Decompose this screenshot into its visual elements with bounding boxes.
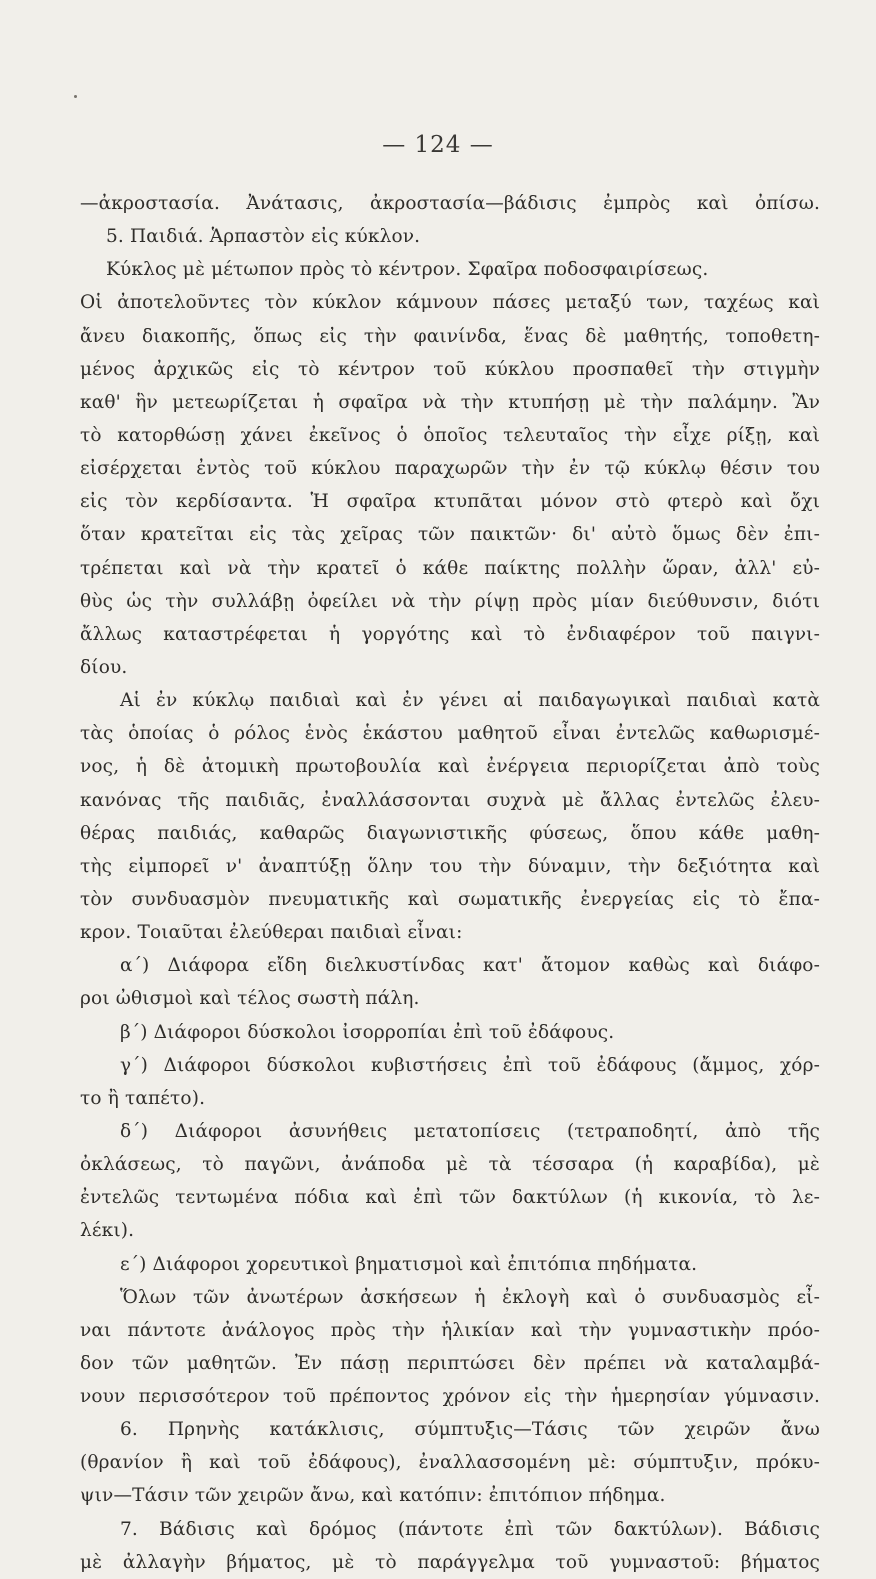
body-text [80,187,820,1579]
text-line: κανόνας τῆς παιδιᾶς, ἐναλλάσσονται συχνὰ μὲ ἄλλας ἐντελῶς ἐλευ- [80,789,820,811]
text-line: (θρανίον ἢ καὶ τοῦ ἐδάφους), ἐναλλασσομένη μὲ: σύμπτυξιν, πρόκυ- [80,1452,820,1474]
text-line: ροι ὠθισμοὶ καὶ τέλος σωστὴ πάλη. [80,988,420,1010]
text-line: εἰς τὸν κερδίσαντα. Ἡ σφαῖρα κτυπᾶται μόνον στὸ φτερὸ καὶ ὄχι [80,491,820,513]
text-line: θέρας παιδιάς, καθαρῶς διαγωνιστικῆς φύσεως, ὅπου κάθε μαθη- [80,822,820,844]
text-line: μένος ἀρχικῶς εἰς τὸ κέντρον τοῦ κύκλου προσπαθεῖ τὴν στιγμὴν [80,358,820,380]
paper-speck [74,95,77,98]
text-line: 5. Παιδιά. Ἁρπαστὸν εἰς κύκλον. [106,226,421,248]
text-line: νος, ἡ δὲ ἀτομικὴ πρωτοβουλία καὶ ἐνέργεια περιορίζεται ἀπὸ τοὺς [80,756,820,778]
text-line: ἐντελῶς τεντωμένα πόδια καὶ ἐπὶ τῶν δακτύλων (ἡ κικονία, τὸ λε- [80,1187,820,1209]
text-line: νουν περισσότερον τοῦ πρέποντος χρόνον εἰς τὴν ἡμερησίαν γύμνασιν. [80,1386,820,1408]
text-line: τὸ κατορθώσῃ χάνει ἐκεῖνος ὁ ὁποῖος τελευταῖος τὴν εἶχε ρίξῃ, καὶ [80,424,820,446]
text-line: μὲ ἀλλαγὴν βήματος, μὲ τὸ παράγγελμα τοῦ γυμναστοῦ: βήματος [80,1551,820,1573]
text-line: ὀκλάσεως, τὸ παγῶνι, ἀνάποδα μὲ τὰ τέσσαρα (ἡ καραβίδα), μὲ [80,1154,820,1176]
text-line: τρέπεται καὶ νὰ τὴν κρατεῖ ὁ κάθε παίκτης πολλὴν ὥραν, ἀλλ' εὐ- [80,557,820,579]
text-line: καθ' ἣν μετεωρίζεται ἡ σφαῖρα νὰ τὴν κτυπήσῃ μὲ τὴν παλάμην. Ἂν [80,391,820,413]
text-line: λέκι). [80,1220,135,1242]
text-line: δ΄) Διάφοροι ἀσυνήθεις μετατοπίσεις (τετραποδητί, ἀπὸ τῆς [120,1120,820,1142]
text-line: θὺς ὡς τὴν συλλάβῃ ὀφείλει νὰ τὴν ρίψῃ πρὸς μίαν διεύθυνσιν, διότι [80,590,820,612]
text-line: Αἱ ἐν κύκλῳ παιδιαὶ καὶ ἐν γένει αἱ παιδαγωγικαὶ παιδιαὶ κατὰ [120,690,820,712]
text-line: δίου. [80,656,128,678]
page-number: — 124 — [382,132,494,158]
text-line: ναι πάντοτε ἀνάλογος πρὸς τὴν ἡλικίαν καὶ τὴν γυμναστικὴν πρόο- [80,1319,820,1341]
text-line: β΄) Διάφοροι δύσκολοι ἰσορροπίαι ἐπὶ τοῦ ἐδάφους. [120,1021,615,1043]
text-line: ἄνευ διακοπῆς, ὅπως εἰς τὴν φαινίνδα, ἕνας δὲ μαθητής, τοποθετη- [80,325,820,347]
text-line: τὰς ὁποίας ὁ ρόλος ἑνὸς ἑκάστου μαθητοῦ εἶναι ἐντελῶς καθωρισμέ- [80,723,820,745]
text-line: ἄλλως καταστρέφεται ἡ γοργότης καὶ τὸ ἐνδιαφέρον τοῦ παιγνι- [80,623,820,645]
text-line: το ἢ ταπέτο). [80,1087,206,1109]
text-line: ψιν—Τάσιν τῶν χειρῶν ἄνω, καὶ κατόπιν: ἐπιτόπιον πήδημα. [80,1485,666,1507]
text-line: —ἀκροστασία. Ἀνάτασις, ἀκροστασία—βάδισις ἐμπρὸς καὶ ὀπίσω. [80,193,820,214]
text-line: γ΄) Διάφοροι δύσκολοι κυβιστήσεις ἐπὶ τοῦ ἐδάφους (ἄμμος, χόρ- [120,1054,820,1076]
text-line: εἰσέρχεται ἐντὸς τοῦ κύκλου παραχωρῶν τὴν ἐν τῷ κύκλῳ θέσιν του [80,458,820,480]
text-line: Ὅλων τῶν ἀνωτέρων ἀσκήσεων ἡ ἐκλογὴ καὶ ὁ συνδυασμὸς εἶ- [120,1286,820,1308]
text-line: τὴς εἰμπορεῖ ν' ἀναπτύξῃ ὅλην του τὴν δύναμιν, τὴν δεξιότητα καὶ [80,855,820,877]
text-line: ὅταν κρατεῖται εἰς τὰς χεῖρας τῶν παικτῶν· δι' αὐτὸ ὅμως δὲν ἐπι- [80,524,820,546]
text-line: 7. Βάδισις καὶ δρόμος (πάντοτε ἐπὶ τῶν δακτύλων). Βάδισις [120,1518,820,1540]
text-line: τὸν συνδυασμὸν πνευματικῆς καὶ σωματικῆς ἐνεργείας εἰς τὸ ἔπα- [80,888,820,910]
text-line: κρον. Τοιαῦται ἐλεύθεραι παιδιαὶ εἶναι: [80,922,463,944]
text-line: δον τῶν μαθητῶν. Ἐν πάσῃ περιπτώσει δὲν πρέπει νὰ καταλαμβά- [80,1352,820,1374]
text-line: ε΄) Διάφοροι χορευτικοὶ βηματισμοὶ καὶ ἐπιτόπια πηδήματα. [120,1253,698,1275]
text-line: Κύκλος μὲ μέτωπον πρὸς τὸ κέντρον. Σφαῖρα ποδοσφαιρίσεως. [106,259,709,281]
text-line: 6. Πρηνὴς κατάκλισις, σύμπτυξις—Τάσις τῶν χειρῶν ἄνω [120,1419,820,1441]
text-line: α΄) Διάφορα εἴδη διελκυστίνδας κατ' ἄτομον καθὼς καὶ διάφο- [120,955,820,977]
text-line: Οἱ ἀποτελοῦντες τὸν κύκλον κάμνουν πάσες μεταξύ των, ταχέως καὶ [80,292,820,314]
